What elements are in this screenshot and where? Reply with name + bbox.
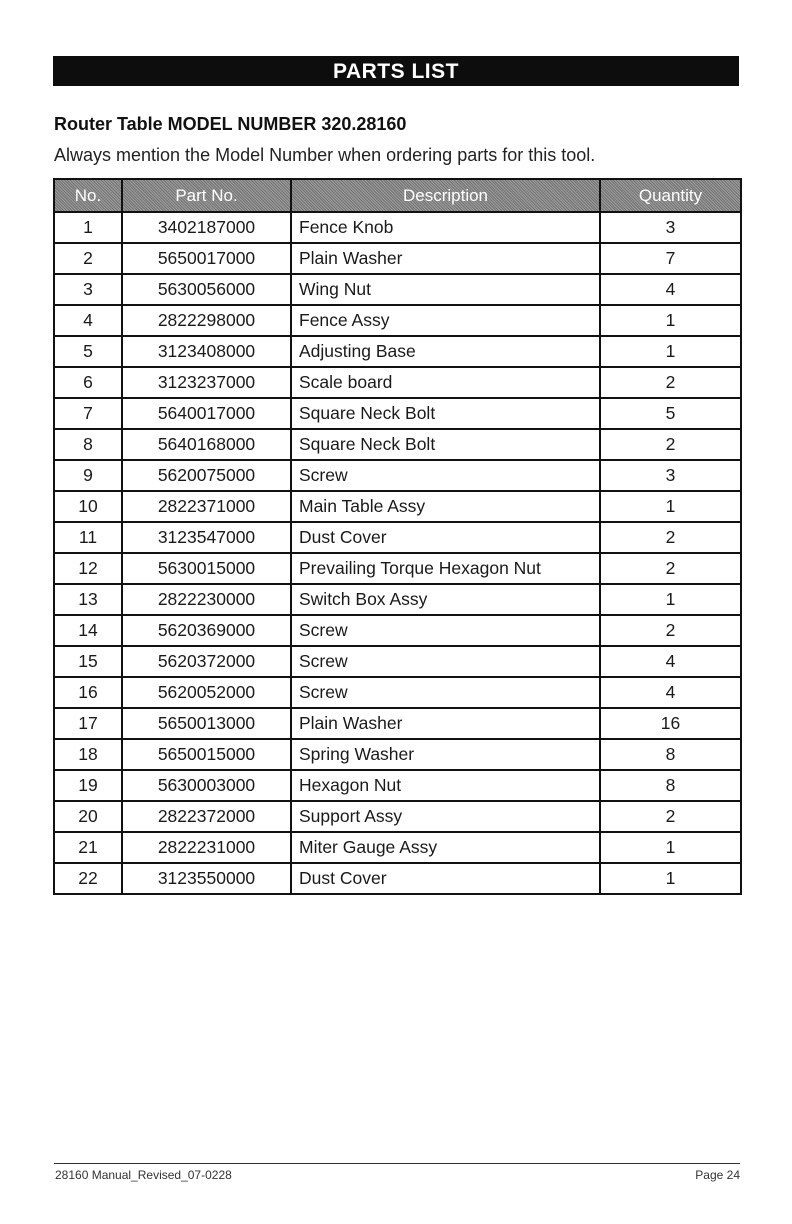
cell-quantity: 3 xyxy=(600,460,741,491)
table-row xyxy=(54,615,741,646)
cell-quantity: 1 xyxy=(600,336,741,367)
table-row xyxy=(54,429,741,460)
cell-quantity: 2 xyxy=(600,522,741,553)
table-row xyxy=(54,801,741,832)
cell-part-no: 5640168000 xyxy=(122,429,291,460)
table-row xyxy=(54,646,741,677)
cell-part-no: 5620372000 xyxy=(122,646,291,677)
cell-quantity: 2 xyxy=(600,615,741,646)
cell-quantity: 1 xyxy=(600,832,741,863)
table-row xyxy=(54,460,741,491)
table-row xyxy=(54,553,741,584)
cell-quantity: 2 xyxy=(600,553,741,584)
table-row xyxy=(54,863,741,894)
cell-quantity: 1 xyxy=(600,863,741,894)
table-row xyxy=(54,491,741,522)
table-row xyxy=(54,832,741,863)
table-row xyxy=(54,336,741,367)
table-row xyxy=(54,522,741,553)
table-row xyxy=(54,770,741,801)
cell-part-no: 3123547000 xyxy=(122,522,291,553)
cell-item-no: 9 xyxy=(54,460,122,491)
cell-description: Miter Gauge Assy xyxy=(291,832,600,863)
cell-quantity: 2 xyxy=(600,367,741,398)
cell-quantity: 4 xyxy=(600,646,741,677)
column-header-part-no: Part No. xyxy=(122,179,291,212)
cell-item-no: 10 xyxy=(54,491,122,522)
column-header-quantity: Quantity xyxy=(600,179,741,212)
cell-description: Screw xyxy=(291,615,600,646)
cell-description: Dust Cover xyxy=(291,522,600,553)
cell-part-no: 3402187000 xyxy=(122,212,291,243)
cell-item-no: 5 xyxy=(54,336,122,367)
cell-item-no: 11 xyxy=(54,522,122,553)
column-header-no: No. xyxy=(54,179,122,212)
cell-item-no: 4 xyxy=(54,305,122,336)
cell-part-no: 5620052000 xyxy=(122,677,291,708)
cell-description: Screw xyxy=(291,460,600,491)
cell-part-no: 3123408000 xyxy=(122,336,291,367)
cell-part-no: 5630003000 xyxy=(122,770,291,801)
cell-description: Support Assy xyxy=(291,801,600,832)
cell-item-no: 2 xyxy=(54,243,122,274)
table-row xyxy=(54,243,741,274)
cell-part-no: 5650013000 xyxy=(122,708,291,739)
cell-description: Plain Washer xyxy=(291,708,600,739)
cell-description: Plain Washer xyxy=(291,243,600,274)
cell-item-no: 16 xyxy=(54,677,122,708)
cell-description: Screw xyxy=(291,677,600,708)
cell-item-no: 14 xyxy=(54,615,122,646)
table-row xyxy=(54,212,741,243)
cell-part-no: 5640017000 xyxy=(122,398,291,429)
parts-list-banner: PARTS LIST xyxy=(53,56,739,86)
cell-quantity: 4 xyxy=(600,677,741,708)
cell-description: Scale board xyxy=(291,367,600,398)
cell-part-no: 3123237000 xyxy=(122,367,291,398)
cell-part-no: 5650015000 xyxy=(122,739,291,770)
table-row xyxy=(54,708,741,739)
cell-part-no: 5630015000 xyxy=(122,553,291,584)
cell-description: Screw xyxy=(291,646,600,677)
parts-table-body xyxy=(54,212,741,894)
cell-quantity: 8 xyxy=(600,770,741,801)
cell-quantity: 2 xyxy=(600,429,741,460)
cell-item-no: 15 xyxy=(54,646,122,677)
cell-quantity: 4 xyxy=(600,274,741,305)
cell-description: Adjusting Base xyxy=(291,336,600,367)
table-row xyxy=(54,398,741,429)
cell-part-no: 2822231000 xyxy=(122,832,291,863)
table-row xyxy=(54,367,741,398)
cell-part-no: 5620369000 xyxy=(122,615,291,646)
cell-item-no: 22 xyxy=(54,863,122,894)
cell-item-no: 20 xyxy=(54,801,122,832)
cell-quantity: 2 xyxy=(600,801,741,832)
cell-description: Square Neck Bolt xyxy=(291,429,600,460)
cell-quantity: 5 xyxy=(600,398,741,429)
parts-table xyxy=(53,178,742,895)
cell-description: Prevailing Torque Hexagon Nut xyxy=(291,553,600,584)
cell-part-no: 5650017000 xyxy=(122,243,291,274)
cell-quantity: 7 xyxy=(600,243,741,274)
cell-quantity: 16 xyxy=(600,708,741,739)
cell-item-no: 7 xyxy=(54,398,122,429)
cell-description: Hexagon Nut xyxy=(291,770,600,801)
cell-item-no: 18 xyxy=(54,739,122,770)
cell-item-no: 12 xyxy=(54,553,122,584)
cell-description: Main Table Assy xyxy=(291,491,600,522)
cell-quantity: 3 xyxy=(600,212,741,243)
cell-description: Fence Knob xyxy=(291,212,600,243)
cell-item-no: 13 xyxy=(54,584,122,615)
footer-divider xyxy=(54,1163,740,1164)
cell-quantity: 1 xyxy=(600,584,741,615)
cell-description: Switch Box Assy xyxy=(291,584,600,615)
cell-quantity: 1 xyxy=(600,305,741,336)
cell-part-no: 5620075000 xyxy=(122,460,291,491)
cell-item-no: 1 xyxy=(54,212,122,243)
cell-description: Wing Nut xyxy=(291,274,600,305)
table-row xyxy=(54,274,741,305)
cell-part-no: 3123550000 xyxy=(122,863,291,894)
footer-document-id: 28160 Manual_Revised_07-0228 xyxy=(55,1168,232,1182)
table-row xyxy=(54,677,741,708)
cell-description: Square Neck Bolt xyxy=(291,398,600,429)
column-header-description: Description xyxy=(291,179,600,212)
cell-item-no: 21 xyxy=(54,832,122,863)
cell-part-no: 2822371000 xyxy=(122,491,291,522)
table-row xyxy=(54,584,741,615)
cell-description: Fence Assy xyxy=(291,305,600,336)
cell-part-no: 5630056000 xyxy=(122,274,291,305)
cell-description: Dust Cover xyxy=(291,863,600,894)
model-heading: Router Table MODEL NUMBER 320.28160 xyxy=(54,114,407,134)
cell-part-no: 2822372000 xyxy=(122,801,291,832)
table-header-row xyxy=(54,179,741,212)
cell-item-no: 3 xyxy=(54,274,122,305)
cell-item-no: 19 xyxy=(54,770,122,801)
table-row xyxy=(54,305,741,336)
cell-part-no: 2822230000 xyxy=(122,584,291,615)
table-row xyxy=(54,739,741,770)
cell-quantity: 1 xyxy=(600,491,741,522)
cell-description: Spring Washer xyxy=(291,739,600,770)
cell-item-no: 8 xyxy=(54,429,122,460)
cell-part-no: 2822298000 xyxy=(122,305,291,336)
cell-item-no: 6 xyxy=(54,367,122,398)
ordering-instruction: Always mention the Model Number when ordering parts for this tool. xyxy=(54,145,596,165)
footer-page-number: Page 24 xyxy=(695,1168,740,1182)
cell-item-no: 17 xyxy=(54,708,122,739)
cell-quantity: 8 xyxy=(600,739,741,770)
